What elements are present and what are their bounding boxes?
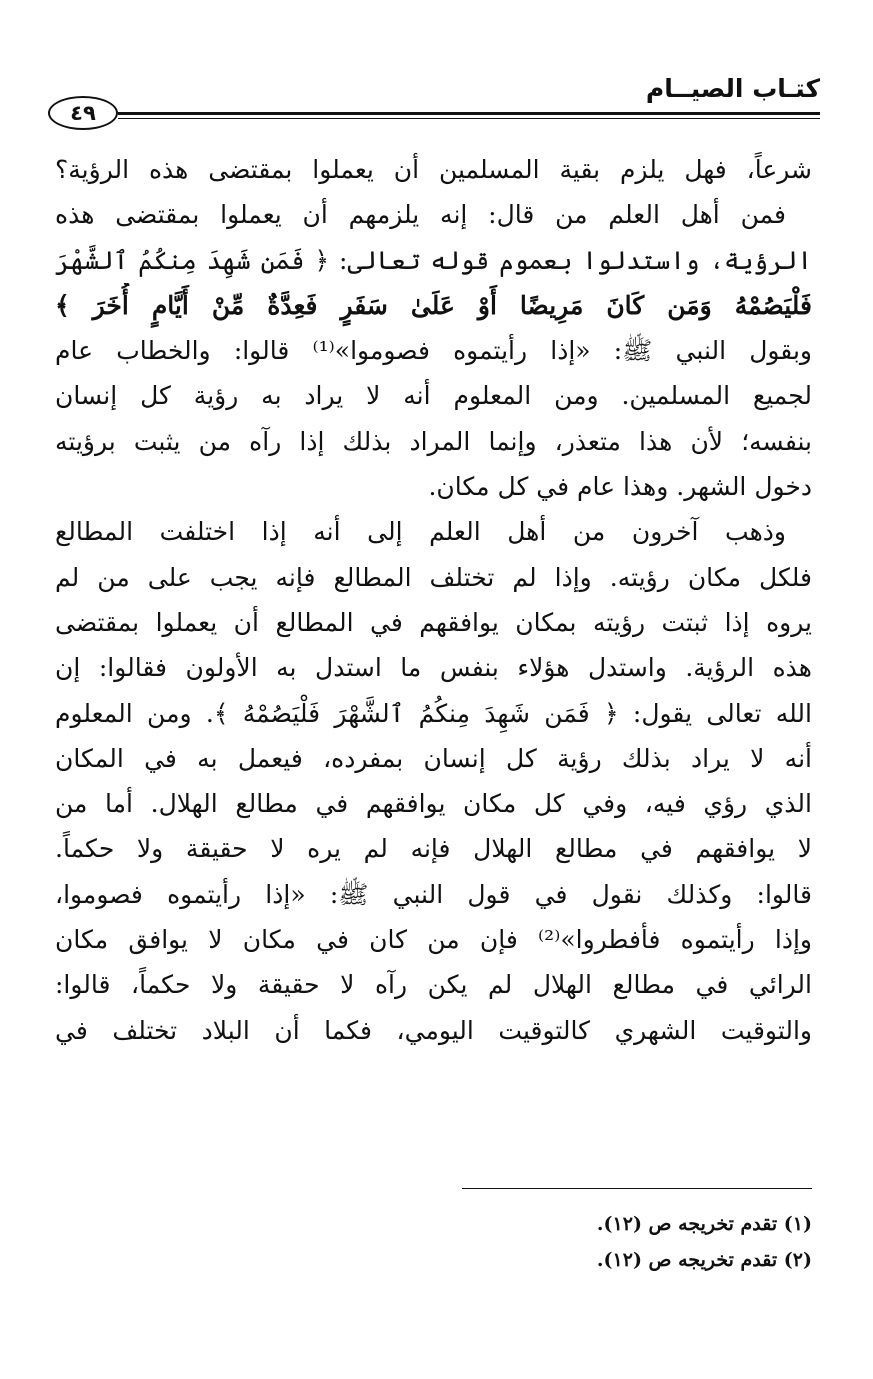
text-line: فلكل مكان رؤيته. وإذا لم تختلف المطالع فإنه يجب على من لم — [55, 562, 812, 592]
footnote-separator — [462, 1188, 812, 1189]
text-line: الذي رؤي فيه، وفي كل مكان يوافقهم في مطالع الهلال. أما من — [55, 789, 812, 819]
header-rule-thick — [118, 112, 820, 115]
main-text — [55, 147, 812, 1053]
page-number-badge: ٤٩ — [48, 96, 118, 130]
text-line: فمن أهل العلم من قال: إنه يلزمهم أن يعملوا بمقتضى هذه — [55, 200, 786, 230]
page-header — [48, 70, 820, 130]
footnote-1: (١) تقدم تخريجه ص (١٢). — [596, 1213, 812, 1235]
quran-verse-line: فَلْيَصُمْهُ وَمَن كَانَ مَرِيضًا أَوْ عَلَىٰ سَفَرٍ فَعِدَّةٌ مِّنْ أَيَّامٍ أُخَرَ ﴾ — [55, 290, 812, 320]
text-line: دخول الشهر. وهذا عام في كل مكان. — [428, 472, 812, 502]
text-line: لا يوافقهم في مطالع الهلال فإنه لم يره لا حقيقة ولا حكماً. — [55, 834, 812, 864]
header-rule-thin — [118, 118, 820, 119]
text-line: وبقول النبي ﷺ: «إذا رأيتموه فصوموا»⁽¹⁾ قالوا: والخطاب عام — [55, 336, 812, 366]
text-line: قالوا: وكذلك نقول في قول النبي ﷺ: «إذا رأيتموه فصوموا، — [55, 879, 812, 909]
text-line: الرؤية، واستدلوا بعموم قوله تعالى: ﴿ فَمَن شَهِدَ مِنكُمُ ٱلشَّهْرَ — [55, 245, 812, 275]
text-line: وإذا رأيتموه فأفطروا»⁽²⁾ فإن من كان في مكان لا يوافق مكان — [55, 925, 812, 955]
text-line: بنفسه؛ لأن هذا متعذر، وإنما المراد بذلك إذا رآه من يثبت برؤيته — [55, 426, 812, 456]
text-line: والتوقيت الشهري كالتوقيت اليومي، فكما أن البلاد تختلف في — [55, 1015, 812, 1045]
text-line: هذه الرؤية. واستدل هؤلاء بنفس ما استدل به الأولون فقالوا: إن — [55, 653, 812, 683]
footnote-2: (٢) تقدم تخريجه ص (١٢). — [596, 1249, 812, 1271]
text-line: الله تعالى يقول: ﴿ فَمَن شَهِدَ مِنكُمُ ٱلشَّهْرَ فَلْيَصُمْهُ ﴾. ومن المعلوم — [55, 698, 812, 728]
text-line: أنه لا يراد بذلك رؤية كل إنسان بمفرده، فيعمل به في المكان — [55, 743, 812, 773]
text-line: يروه إذا ثبتت رؤيته بمكان يوافقهم في المطالع أن يعملوا بمقتضى — [55, 607, 812, 637]
footnotes — [412, 1206, 812, 1278]
text-line: وذهب آخرون من أهل العلم إلى أنه إذا اختلفت المطالع — [55, 517, 786, 547]
chapter-title: كتـاب الصيــام — [645, 74, 820, 103]
text-line: شرعاً، فهل يلزم بقية المسلمين أن يعملوا بمقتضى هذه الرؤية؟ — [55, 155, 812, 184]
text-line: الرائي في مطالع الهلال لم يكن رآه لا حقيقة ولا حكماً، قالوا: — [55, 970, 812, 1000]
text-line: لجميع المسلمين. ومن المعلوم أنه لا يراد به رؤية كل إنسان — [55, 381, 812, 411]
